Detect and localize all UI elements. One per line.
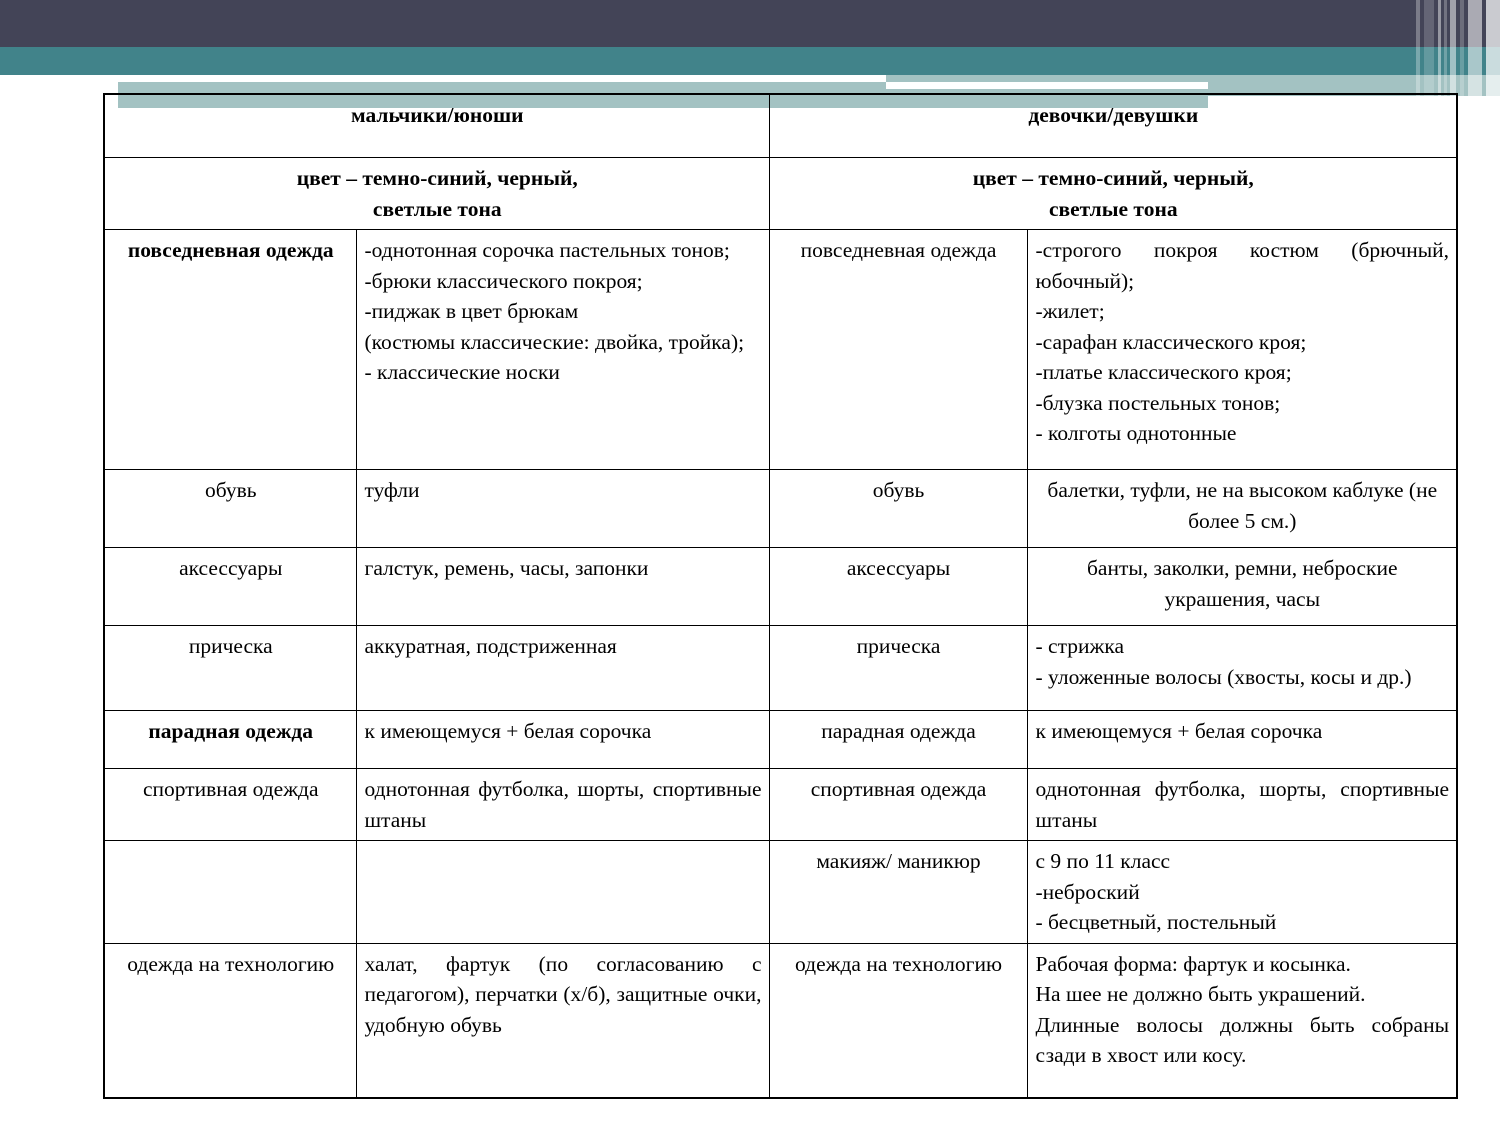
table-header-row-colors	[104, 158, 1457, 230]
value-line: -строгого покроя костюм (брючный, юбочный);	[1035, 238, 1450, 293]
banner-notch-2	[0, 82, 118, 118]
girls-label-cell: спортивная одежда	[769, 769, 1027, 841]
table-row	[104, 711, 1457, 769]
banner-band-teal	[0, 47, 1500, 75]
value-line: - бесцветный, постельный	[1035, 910, 1277, 935]
value-line: с 9 по 11 класс	[1035, 849, 1171, 874]
boys-label-cell: обувь	[104, 470, 356, 548]
boys-value-cell	[356, 230, 769, 470]
value-line: -сарафан классического кроя;	[1035, 329, 1307, 354]
banner-vertical-stripe	[1468, 0, 1482, 112]
header-boys-title: мальчики/юноши	[104, 94, 769, 158]
value-line: - колготы однотонные	[1035, 421, 1237, 446]
girls-value-cell	[1027, 230, 1457, 470]
girls-label-cell: аксессуары	[769, 548, 1027, 626]
table-header-row-titles	[104, 94, 1457, 158]
boys-label-cell: парадная одежда	[104, 711, 356, 769]
girls-value-cell: балетки, туфли, не на высоком каблуке (не более 5 см.)	[1027, 470, 1457, 548]
value-line: Рабочая форма: фартук и косынка.	[1035, 951, 1351, 976]
value-line: -платье классического кроя;	[1035, 360, 1292, 385]
table-row	[104, 626, 1457, 711]
girls-value-cell: однотонная футболка, шорты, спортивные штаны	[1027, 769, 1457, 841]
boys-value-cell	[356, 841, 769, 944]
header-girls-title: девочки/девушки	[769, 94, 1457, 158]
girls-value-cell	[1027, 626, 1457, 711]
girls-label-cell: прическа	[769, 626, 1027, 711]
value-line: -однотонная сорочка пастельных тонов;	[364, 238, 730, 263]
header-girls-colors-line-1: цвет – темно-синий, черный,	[972, 166, 1254, 190]
girls-label-cell: одежда на технологию	[769, 943, 1027, 1098]
value-line: Длинные волосы должны быть собраны сзади в хвост или косу.	[1035, 1012, 1450, 1068]
boys-label-cell	[104, 841, 356, 944]
value-line: - уложенные волосы (хвосты, косы и др.)	[1035, 664, 1412, 689]
girls-label-cell: повседневная одежда	[769, 230, 1027, 470]
table-row	[104, 943, 1457, 1098]
header-boys-colors	[104, 158, 769, 230]
uniform-requirements-table	[103, 93, 1458, 1099]
boys-label-cell: спортивная одежда	[104, 769, 356, 841]
banner-notch-1	[0, 75, 886, 82]
table-row	[104, 769, 1457, 841]
boys-value-cell: однотонная футболка, шорты, спортивные штаны	[356, 769, 769, 841]
table-row	[104, 841, 1457, 944]
value-line: (костюмы классические: двойка, тройка);	[364, 329, 745, 354]
banner-vertical-stripe	[1460, 0, 1464, 112]
table-row	[104, 470, 1457, 548]
boys-value-cell: туфли	[356, 470, 769, 548]
boys-label-cell: одежда на технологию	[104, 943, 356, 1098]
header-boys-colors-line-1: цвет – темно-синий, черный,	[296, 166, 578, 190]
uniform-table-container	[103, 93, 1456, 1099]
girls-value-cell: к имеющемуся + белая сорочка	[1027, 711, 1457, 769]
value-line: - стрижка	[1035, 634, 1125, 659]
table-row	[104, 230, 1457, 470]
header-girls-colors	[769, 158, 1457, 230]
value-line: -неброский	[1035, 879, 1140, 904]
table-row	[104, 548, 1457, 626]
girls-value-cell	[1027, 943, 1457, 1098]
value-line: -брюки классического покроя;	[364, 268, 643, 293]
header-girls-colors-line-2: светлые тона	[1048, 196, 1178, 221]
girls-value-cell: банты, заколки, ремни, неброские украшения, часы	[1027, 548, 1457, 626]
boys-value-cell: к имеющемуся + белая сорочка	[356, 711, 769, 769]
boys-label-cell: аксессуары	[104, 548, 356, 626]
girls-value-cell	[1027, 841, 1457, 944]
girls-label-cell: парадная одежда	[769, 711, 1027, 769]
value-line: - классические носки	[364, 360, 560, 385]
boys-label-cell: повседневная одежда	[104, 230, 356, 470]
value-line: -пиджак в цвет брюкам	[364, 299, 579, 324]
banner-band-dark	[0, 0, 1500, 47]
boys-value-cell: аккуратная, подстриженная	[356, 626, 769, 711]
boys-value-cell: халат, фартук (по согласованию с педагогом), перчатки (х/б), защитные очки, удобную обувь	[356, 943, 769, 1098]
boys-value-cell: галстук, ремень, часы, запонки	[356, 548, 769, 626]
boys-label-cell: прическа	[104, 626, 356, 711]
girls-label-cell: макияж/ маникюр	[769, 841, 1027, 944]
value-line: -блузка постельных тонов;	[1035, 390, 1281, 415]
banner-vertical-stripe	[1486, 0, 1500, 112]
value-line: На шее не должно быть украшений.	[1035, 982, 1366, 1007]
value-line: -жилет;	[1035, 299, 1105, 324]
header-boys-colors-line-2: светлые тона	[372, 196, 502, 221]
girls-label-cell: обувь	[769, 470, 1027, 548]
